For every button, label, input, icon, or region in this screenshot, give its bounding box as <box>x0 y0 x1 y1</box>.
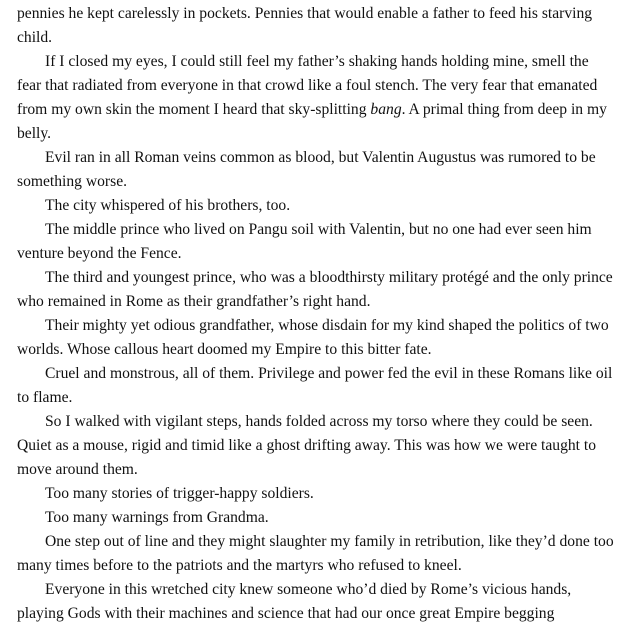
paragraph-2-before: If I closed my eyes, I could still feel my father’s shaking hands holding mine, smell the fear that radiated from everyone in that crowd like a foul stench. The very fear that emanated from my own skin the moment I heard that sky-splitting <box>17 53 598 118</box>
paragraph-6: The third and youngest prince, who was a bloodthirsty military protégé and the only prince who remained in Rome as their grandfather’s right hand. <box>17 269 613 310</box>
paragraph-2-emphasis: bang <box>370 101 402 118</box>
paragraph-1: pennies he kept carelessly in pockets. Pennies that would enable a father to feed his starving child. <box>17 5 593 46</box>
paragraph-3: Evil ran in all Roman veins common as blood, but Valentin Augustus was rumored to be something worse. <box>17 149 596 190</box>
paragraph-4: The city whispered of his brothers, too. <box>45 197 291 214</box>
paragraph-13: Everyone in this wretched city knew someone who’d died by Rome’s vicious hands, playing Gods with their machines and science that had our once great Empire begging <box>17 581 572 622</box>
paragraph-11: Too many warnings from Grandma. <box>45 509 269 526</box>
paragraph-10: Too many stories of trigger-happy soldiers. <box>45 485 314 502</box>
paragraph-2-after: . A primal thing from deep in my belly. <box>17 101 607 142</box>
paragraph-9: So I walked with vigilant steps, hands folded across my torso where they could be seen. Quiet as a mouse, rigid and timid like a ghost drifting away. This was how we were taught to move around them. <box>17 413 597 478</box>
paragraph-2 <box>17 50 614 146</box>
paragraph-7: Their mighty yet odious grandfather, whose disdain for my kind shaped the politics of two worlds. Whose callous heart doomed my Empire to this bitter fate. <box>17 317 609 358</box>
paragraph-12: One step out of line and they might slaughter my family in retribution, like they’d done too many times before to the patriots and the martyrs who refused to kneel. <box>17 533 614 574</box>
paragraph-5: The middle prince who lived on Pangu soil with Valentin, but no one had ever seen him venture beyond the Fence. <box>17 221 592 262</box>
paragraph-8: Cruel and monstrous, all of them. Privilege and power fed the evil in these Romans like oil to flame. <box>17 365 613 406</box>
